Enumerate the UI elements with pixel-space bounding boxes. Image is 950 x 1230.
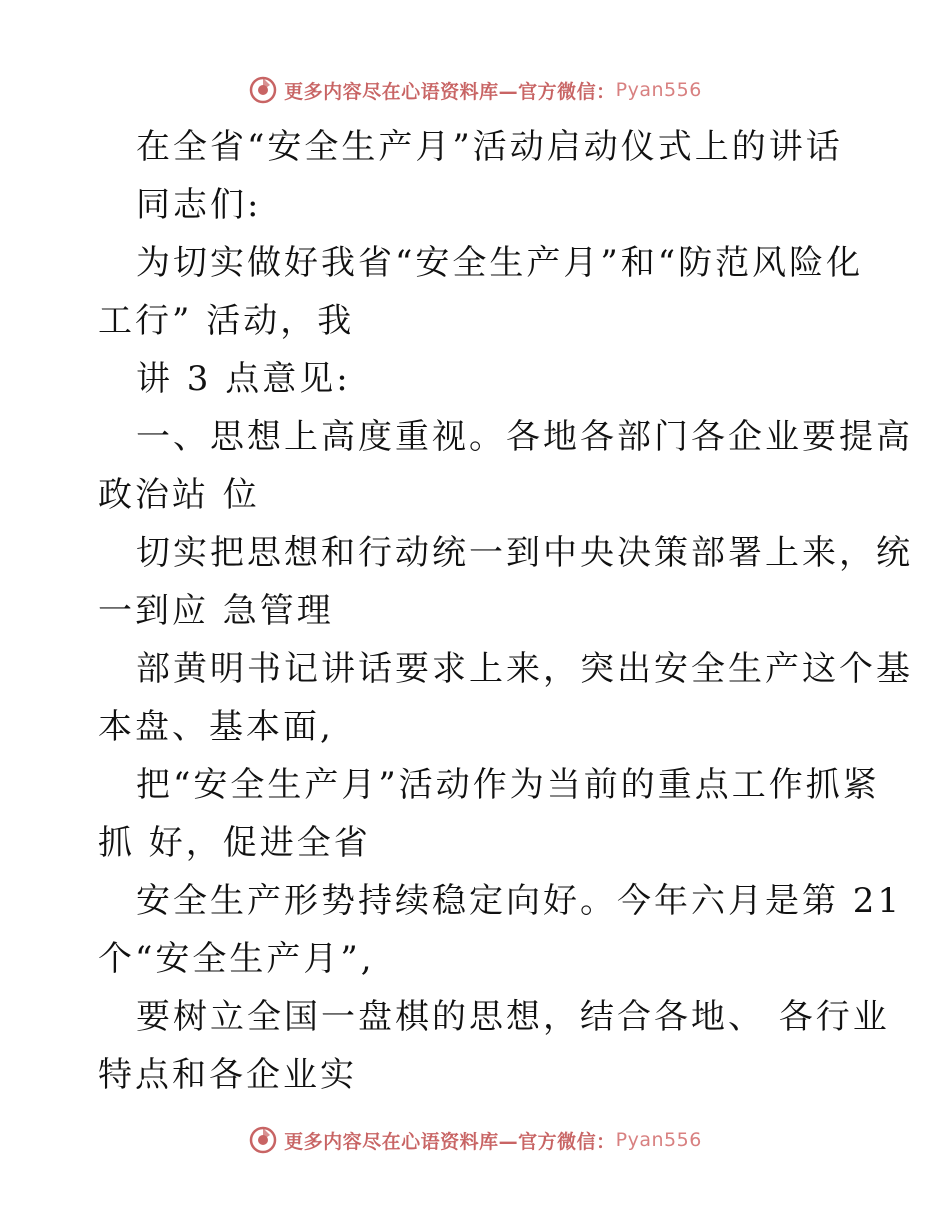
text-line: 本盘、基本面,	[98, 707, 334, 747]
watermark-account: Pyan556	[615, 79, 702, 101]
text-line: 一到应 急管理	[98, 591, 334, 631]
text-line: 切实把思想和行动统一到中央决策部署上来，统	[136, 533, 913, 573]
watermark-logo-icon	[248, 75, 278, 105]
watermark-header	[0, 70, 950, 110]
text-line: 个“安全生产月”,	[98, 939, 375, 979]
document-body	[98, 118, 913, 1104]
text-line: 工行” 活动，我	[98, 301, 355, 341]
text-line: 安全生产形势持续稳定向好。今年六月是第 21	[136, 881, 903, 921]
watermark-account: Pyan556	[615, 1129, 702, 1151]
text-line: 把“安全生产月”活动作为当前的重点工作抓紧	[136, 765, 880, 805]
text-line: 要树立全国一盘棋的思想，结合各地、 各行业	[136, 997, 890, 1037]
text-line: 为切实做好我省“安全生产月”和“防范风险化	[136, 243, 864, 283]
text-line: 政治站 位	[98, 475, 260, 515]
watermark-footer	[0, 1120, 950, 1160]
text-line: 特点和各企业实	[98, 1055, 357, 1095]
text-line: 在全省“安全生产月”活动启动仪式上的讲话	[136, 127, 843, 167]
watermark-text: 更多内容尽在心语资料库—官方微信：	[284, 1130, 616, 1153]
text-line: 一、思想上高度重视。各地各部门各企业要提高	[136, 417, 913, 457]
text-line: 抓 好，促进全省	[98, 823, 371, 863]
watermark-text: 更多内容尽在心语资料库—官方微信：	[284, 80, 616, 103]
watermark-logo-icon	[248, 1125, 278, 1155]
text-line: 部黄明书记讲话要求上来，突出安全生产这个基	[136, 649, 913, 689]
text-line: 讲 3 点意见:	[136, 359, 351, 399]
text-line: 同志们:	[136, 185, 262, 225]
